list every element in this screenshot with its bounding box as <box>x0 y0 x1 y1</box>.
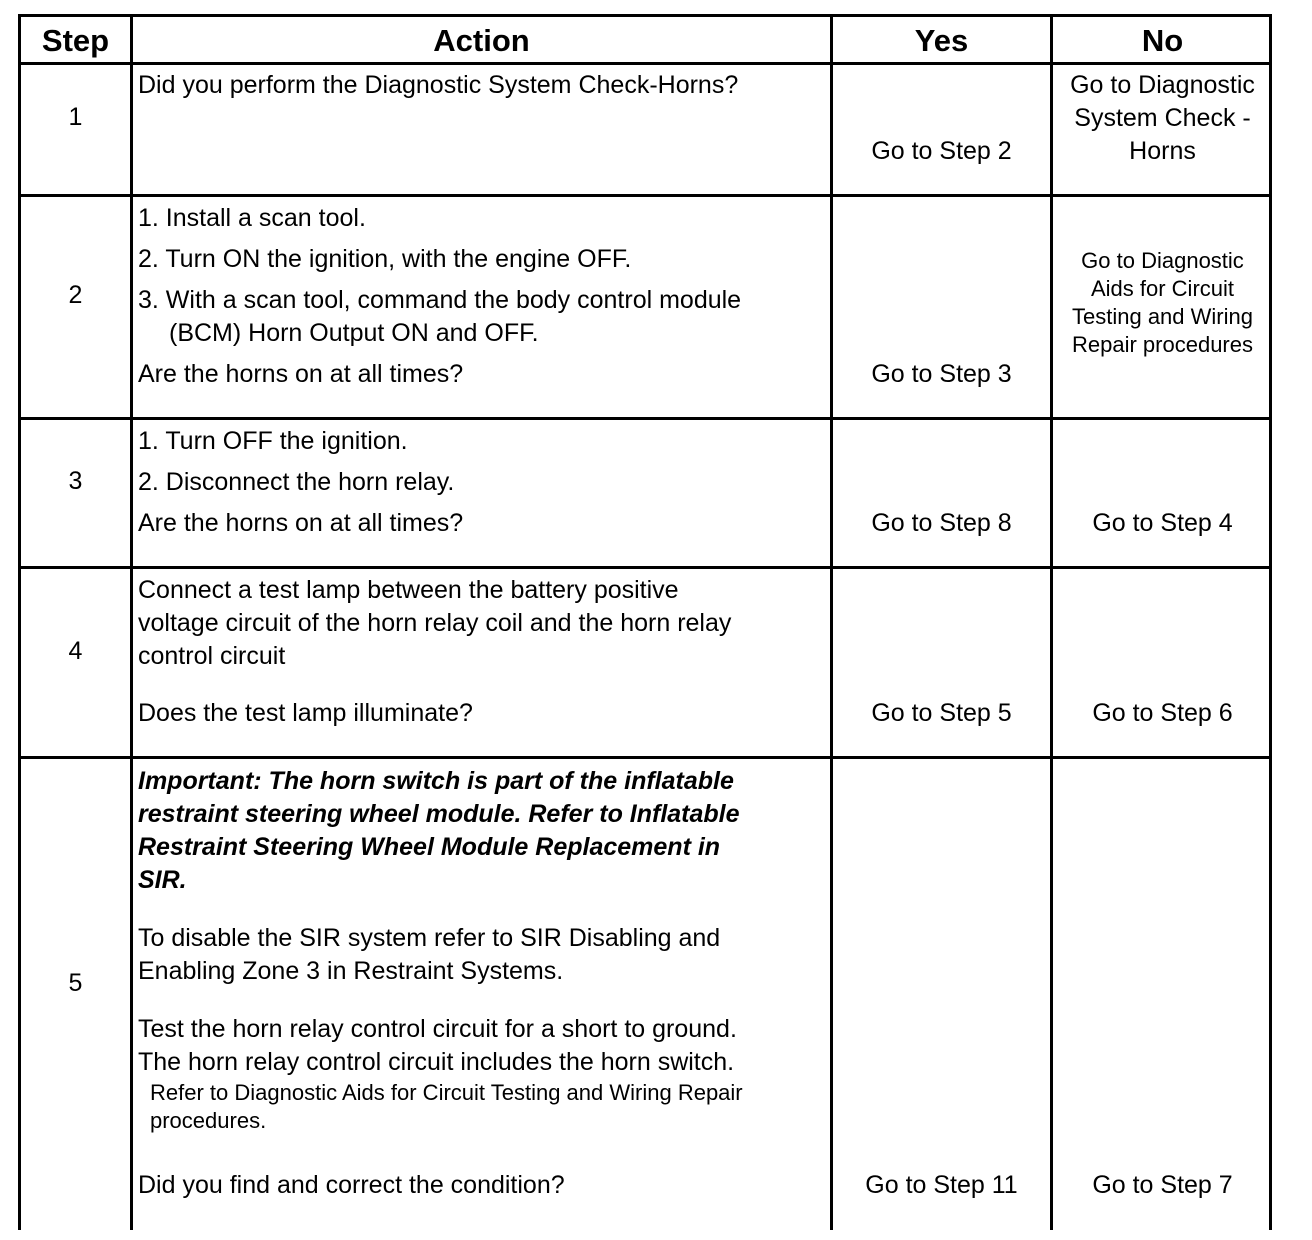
action-text: To disable the SIR system refer to SIR Disabling and <box>138 924 721 952</box>
action-text: 1. Turn OFF the ignition. <box>138 427 408 455</box>
action-text-small: Refer to Diagnostic Aids for Circuit Testing and Wiring Repair <box>150 1080 743 1105</box>
step-number: 4 <box>68 637 83 665</box>
row-divider <box>21 417 1269 420</box>
action-text: control circuit <box>138 642 286 670</box>
action-text: Are the horns on at all times? <box>138 360 464 388</box>
step-number: 1 <box>68 103 83 131</box>
yes-link[interactable]: Go to Step 3 <box>871 360 1012 388</box>
no-link-line: Horns <box>1129 137 1196 165</box>
action-text: Are the horns on at all times? <box>138 509 464 537</box>
no-link[interactable]: Go to Step 7 <box>1092 1171 1233 1199</box>
column-divider <box>830 17 833 1230</box>
important-note: Important: The horn switch is part of the inflatable <box>138 767 734 795</box>
action-text: (BCM) Horn Output ON and OFF. <box>169 319 539 347</box>
step-number: 3 <box>68 467 83 495</box>
yes-link[interactable]: Go to Step 8 <box>871 509 1012 537</box>
diagnostic-table <box>18 14 1272 1230</box>
action-text: The horn relay control circuit includes the horn switch. <box>138 1048 735 1076</box>
no-link-line: Repair procedures <box>1072 332 1253 357</box>
header-action: Action <box>433 23 530 58</box>
action-text: Enabling Zone 3 in Restraint Systems. <box>138 957 564 985</box>
column-divider <box>130 17 133 1230</box>
action-text: 1. Install a scan tool. <box>138 204 366 232</box>
action-text-small: procedures. <box>150 1108 267 1133</box>
important-note: Restraint Steering Wheel Module Replacement in <box>138 833 721 861</box>
yes-link[interactable]: Go to Step 5 <box>871 699 1012 727</box>
no-link-line: System Check - <box>1074 104 1251 132</box>
no-link-line: Testing and Wiring <box>1072 304 1253 329</box>
yes-link[interactable]: Go to Step 2 <box>871 137 1012 165</box>
action-text: Did you perform the Diagnostic System Check-Horns? <box>138 71 739 99</box>
no-link[interactable]: Go to Step 6 <box>1092 699 1233 727</box>
header-step: Step <box>41 23 110 58</box>
action-text: 2. Disconnect the horn relay. <box>138 468 455 496</box>
header-no: No <box>1141 23 1184 58</box>
action-text: 3. With a scan tool, command the body control module <box>138 286 742 314</box>
step-number: 5 <box>68 969 83 997</box>
no-link[interactable] <box>1053 69 1272 168</box>
no-link-line: Go to Diagnostic <box>1070 71 1255 99</box>
action-text: 2. Turn ON the ignition, with the engine OFF. <box>138 245 632 273</box>
important-note: SIR. <box>138 866 187 894</box>
row-divider <box>21 756 1269 759</box>
important-note: restraint steering wheel module. Refer to Inflatable <box>138 800 740 828</box>
step-number: 2 <box>68 281 83 309</box>
column-divider <box>1050 17 1053 1230</box>
row-divider <box>21 566 1269 569</box>
action-text: Did you find and correct the condition? <box>138 1171 565 1199</box>
action-text: voltage circuit of the horn relay coil and the horn relay <box>138 609 732 637</box>
action-text: Test the horn relay control circuit for a short to ground. <box>138 1015 737 1043</box>
no-link-line: Aids for Circuit <box>1090 276 1235 301</box>
no-link[interactable]: Go to Step 4 <box>1092 509 1233 537</box>
row-divider <box>21 194 1269 197</box>
action-text: Connect a test lamp between the battery positive <box>138 576 679 604</box>
action-text: Does the test lamp illuminate? <box>138 699 473 727</box>
no-link-line: Go to Diagnostic <box>1081 248 1244 273</box>
yes-link[interactable]: Go to Step 11 <box>865 1171 1018 1199</box>
header-yes: Yes <box>914 23 969 58</box>
no-link[interactable] <box>1053 247 1272 359</box>
